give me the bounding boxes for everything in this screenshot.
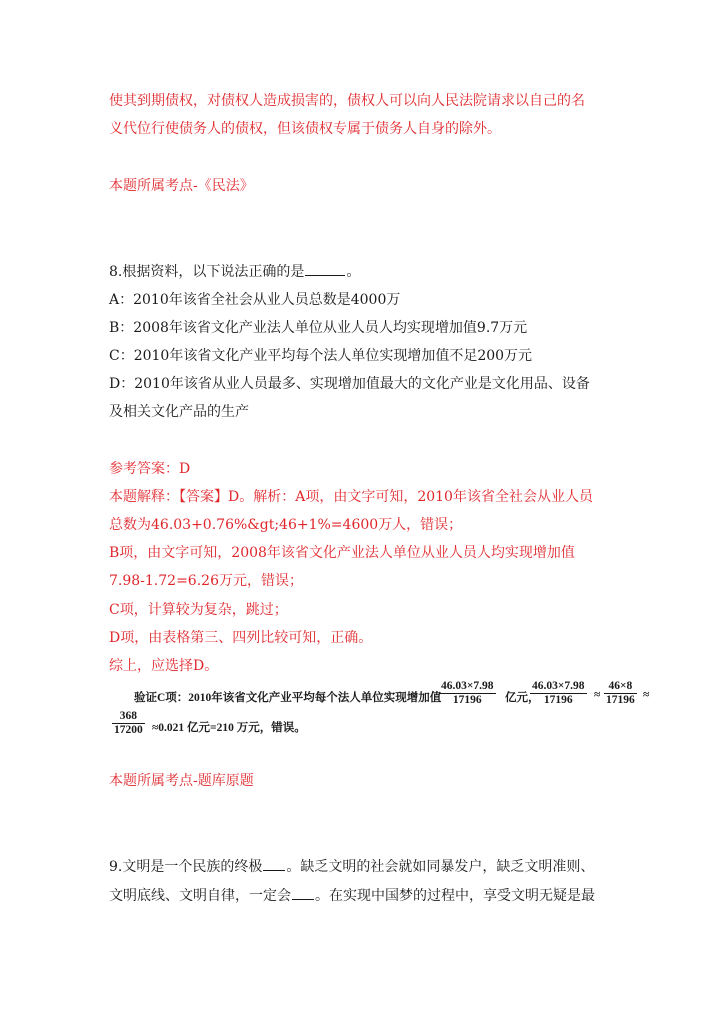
q8-topic: 本题所属考点-题库原题 <box>109 773 254 789</box>
q8-explain-3: B项，由文字可知，2008年该省文化产业法人单位从业人员人均实现增加值 <box>109 545 575 561</box>
frac2-denominator: 17196 <box>543 694 573 706</box>
frac4-numerator: 368 <box>112 710 145 724</box>
frac4-denominator: 17200 <box>114 724 143 736</box>
formula-fraction-4 <box>112 710 145 737</box>
prev-answer-line-1: 使其到期债权，对债权人造成损害的，债权人可以向人民法院请求以自己的名 <box>109 93 585 109</box>
frac3-numerator: 46×8 <box>604 680 637 694</box>
q8-option-b: B：2008年该省文化产业法人单位从业人员人均实现增加值9.7万元 <box>109 320 528 336</box>
q8-stem <box>109 261 680 282</box>
q9-blank-2 <box>292 885 314 900</box>
formula-fraction-1 <box>439 680 496 707</box>
formula-approx-1: ≈ <box>594 689 601 701</box>
q9-line-1-b: 。缺乏文明的社会就如同暴发户，缺乏文明准则、 <box>286 859 595 875</box>
frac3-denominator: 17196 <box>606 694 635 706</box>
prev-answer-line-2: 义代位行使债务人的债权，但该债权专属于债务人自身的除外。 <box>109 121 501 137</box>
q8-option-d-cont: 及相关文化产品的生产 <box>109 404 249 420</box>
q9-blank-1 <box>263 856 285 871</box>
q8-answer: 参考答案：D <box>109 461 191 477</box>
prev-topic: 本题所属考点-《民法》 <box>109 178 254 194</box>
q9-line-2 <box>109 885 680 906</box>
q8-option-c: C：2010年该省文化产业平均每个法人单位实现增加值不足200万元 <box>109 348 533 364</box>
q8-answer-blank <box>305 261 345 276</box>
q9-line-1 <box>109 856 680 877</box>
formula-approx-2: ≈ <box>643 689 650 701</box>
formula-fraction-3 <box>604 680 637 707</box>
q8-explain-4: 7.98-1.72=6.26万元，错误； <box>109 573 303 589</box>
q9-line-1-a: 9.文明是一个民族的终极 <box>109 859 263 875</box>
q8-explain-7: 综上，应选择D。 <box>109 658 219 674</box>
q8-option-a: A：2010年该省全社会从业人员总数是4000万 <box>109 292 401 308</box>
frac2-numerator: 46.03×7.98 <box>532 680 585 692</box>
q8-explain-1: 本题解释：【答案】D。解析：A项，由文字可知，2010年该省全社会从业人员 <box>109 489 593 505</box>
q8-option-d: D：2010年该省从业人员最多、实现增加值最大的文化产业是文化用品、设备 <box>109 376 590 392</box>
q8-stem-suffix: 。 <box>346 264 361 280</box>
q8-stem-prefix: 8.根据资料，以下说法正确的是 <box>109 264 305 280</box>
formula-fraction-2 <box>530 680 587 707</box>
formula-suffix: ≈0.021 亿元=210 万元，错误。 <box>152 722 306 734</box>
frac1-denominator: 17196 <box>452 694 482 706</box>
q9-line-2-b: 。在实现中国梦的过程中，享受文明无疑是最 <box>315 888 595 904</box>
formula-prefix: 验证C项：2010年该省文化产业平均每个法人单位实现增加值 <box>134 692 442 704</box>
q8-explain-6: D项，由表格第三、四列比较可知，正确。 <box>109 630 373 646</box>
formula-unit-1: 亿元， <box>505 692 540 704</box>
q9-line-2-a: 文明底线、文明自律，一定会 <box>109 888 291 904</box>
frac1-numerator: 46.03×7.98 <box>441 680 494 692</box>
q8-explain-2: 总数为46.03+0.76%&gt;46+1%=4600万人，错误； <box>109 517 463 533</box>
q8-explain-5: C项，计算较为复杂，跳过； <box>109 602 288 618</box>
